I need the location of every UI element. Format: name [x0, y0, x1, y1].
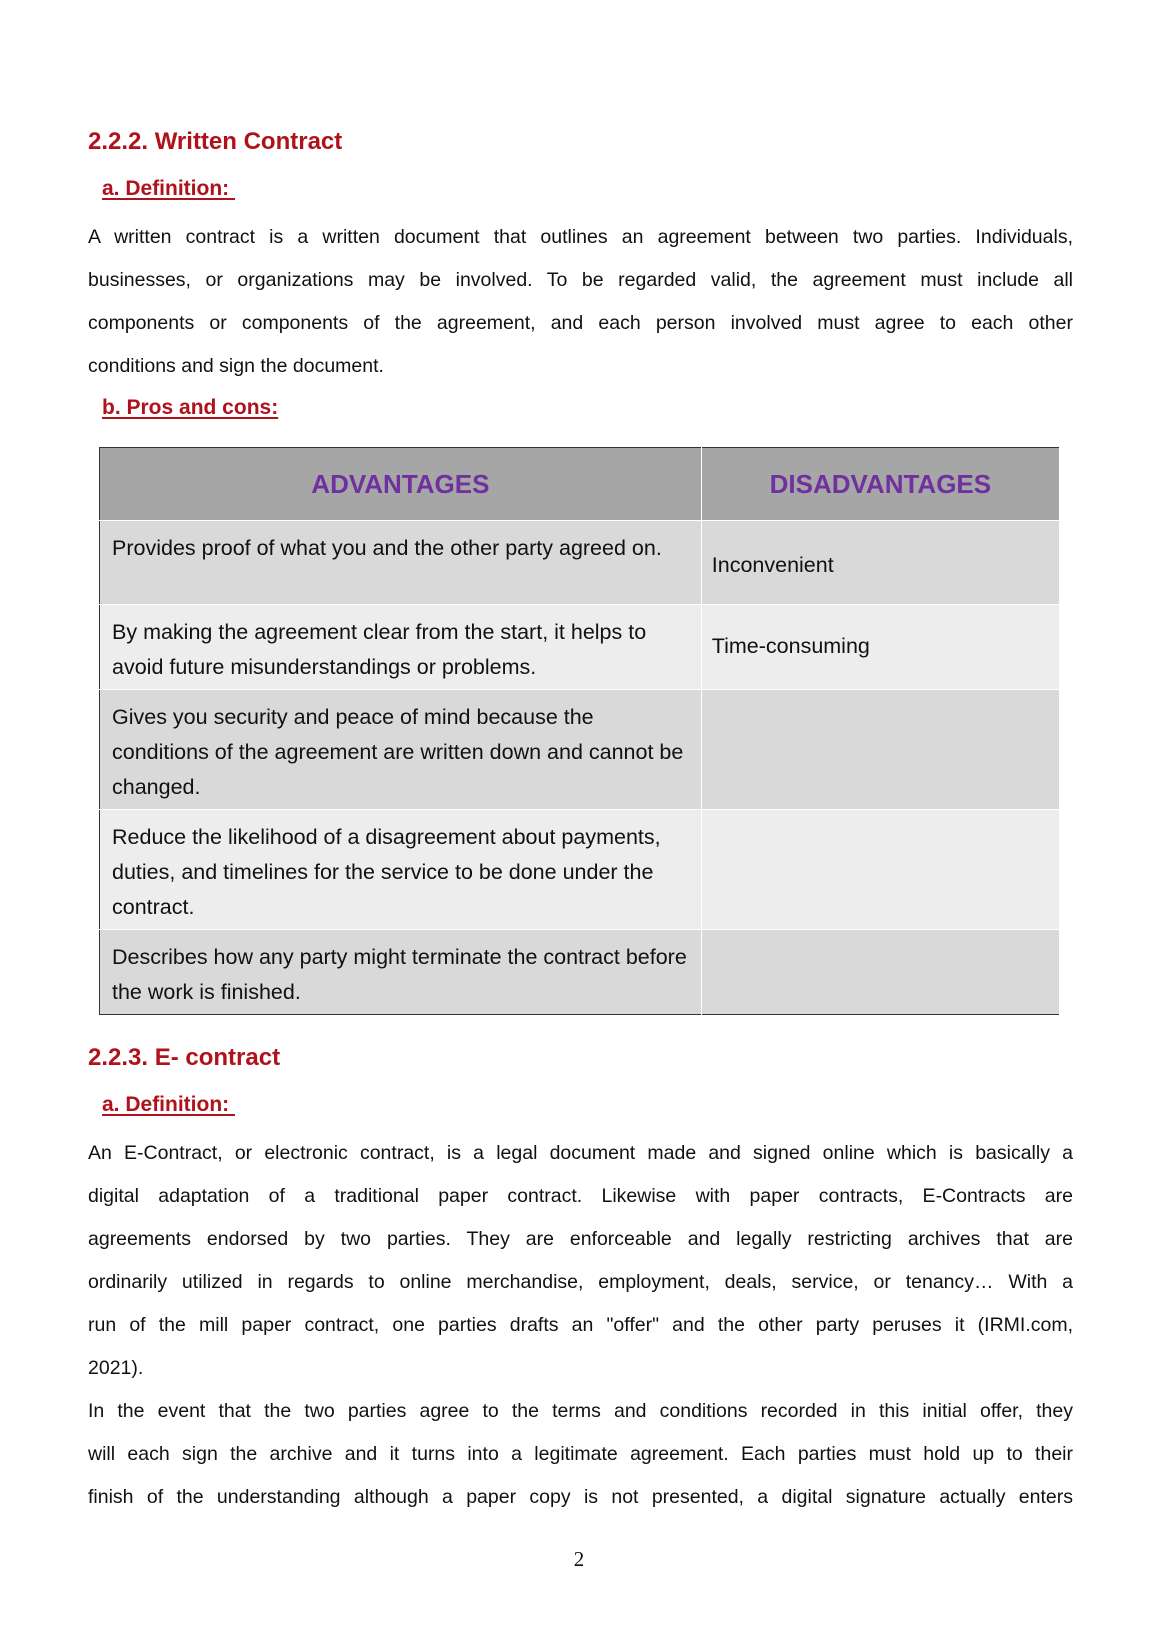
disadvantage-cell: Time-consuming — [701, 605, 1059, 690]
advantage-cell: Reduce the likelihood of a disagreement about payments, duties, and timelines for the service to be done under the contract. — [100, 810, 702, 930]
disadvantage-cell — [701, 810, 1059, 930]
paragraph-line: In the event that the two parties agree to the terms and conditions recorded in this initial offer, they — [88, 1400, 1073, 1422]
table-row — [100, 605, 1060, 690]
advantage-cell: Gives you security and peace of mind because the conditions of the agreement are written down and cannot be changed. — [100, 690, 702, 810]
paragraph-line: conditions and sign the document. — [88, 355, 384, 377]
paragraph-line: components or components of the agreement, and each person involved must agree to each other — [88, 312, 1073, 334]
page-number: 2 — [573, 1547, 585, 1571]
disadvantage-cell: Inconvenient — [701, 521, 1059, 605]
definition-heading: a. Definition: — [102, 177, 235, 200]
paragraph-line: digital adaptation of a traditional paper contract. Likewise with paper contracts, E-Contracts are — [88, 1185, 1073, 1207]
paragraph-line: An E-Contract, or electronic contract, is a legal document made and signed online which is basically a — [88, 1142, 1073, 1164]
disadvantages-header: DISADVANTAGES — [701, 448, 1059, 521]
pros-cons-heading: b. Pros and cons: — [102, 396, 279, 419]
table-header-row — [100, 448, 1060, 521]
table-row — [100, 690, 1060, 810]
disadvantage-cell — [701, 930, 1059, 1015]
paragraph-line: A written contract is a written document that outlines an agreement between two parties. Individuals, — [88, 226, 1073, 248]
paragraph-line: finish of the understanding although a paper copy is not presented, a digital signature actually enters — [88, 1486, 1073, 1508]
paragraph-line: agreements endorsed by two parties. They are enforceable and legally restricting archives that are — [88, 1228, 1073, 1250]
e-contract-definition-paragraph-2 — [88, 1390, 1073, 1519]
section-heading-e-contract: 2.2.3. E- contract — [88, 1044, 281, 1071]
paragraph-line: will each sign the archive and it turns into a legitimate agreement. Each parties must hold up to their — [88, 1443, 1073, 1465]
paragraph-line: businesses, or organizations may be involved. To be regarded valid, the agreement must include all — [88, 269, 1073, 291]
paragraph-line: ordinarily utilized in regards to online merchandise, employment, deals, service, or tenancy… With a — [88, 1271, 1073, 1293]
definition-heading: a. Definition: — [102, 1093, 235, 1116]
paragraph-line: 2021). — [88, 1357, 144, 1379]
section-heading-written-contract: 2.2.2. Written Contract — [88, 128, 343, 155]
e-contract-definition-paragraph-1 — [88, 1132, 1073, 1390]
advantages-header: ADVANTAGES — [100, 448, 702, 521]
paragraph-line: run of the mill paper contract, one parties drafts an "offer" and the other party peruses it (IRMI.com, — [88, 1314, 1073, 1336]
written-contract-definition — [88, 216, 1073, 388]
table-row — [100, 521, 1060, 605]
advantage-cell: Provides proof of what you and the other party agreed on. — [100, 521, 702, 605]
pros-cons-table — [99, 447, 1060, 1015]
advantage-cell: By making the agreement clear from the start, it helps to avoid future misunderstandings or problems. — [100, 605, 702, 690]
disadvantage-cell — [701, 690, 1059, 810]
advantage-cell: Describes how any party might terminate the contract before the work is finished. — [100, 930, 702, 1015]
table-row — [100, 930, 1060, 1015]
table-row — [100, 810, 1060, 930]
